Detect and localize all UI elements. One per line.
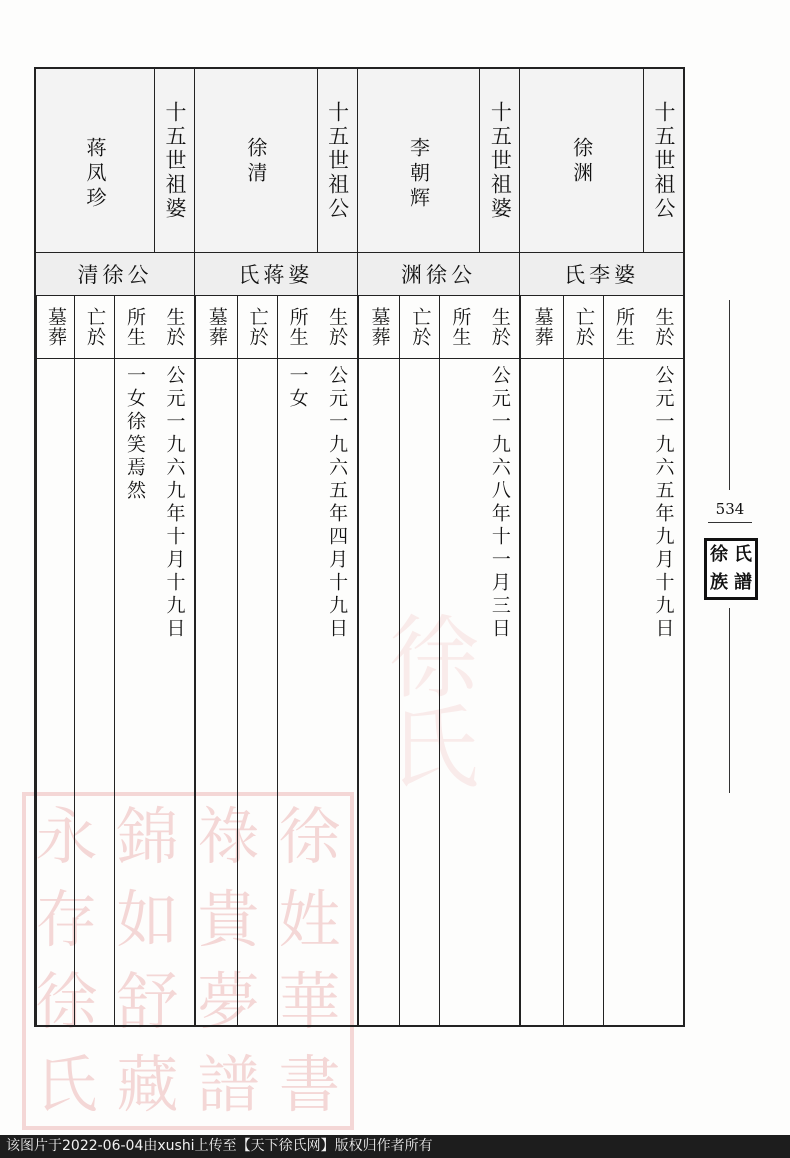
person-header [36,69,194,253]
seal-char: 夢 [197,965,260,1039]
born-value: 公元一九六八年十一月三日 [488,365,511,641]
seal-char: 徐 [278,800,341,874]
died-label: 亡於 [573,307,595,347]
person-record [36,69,195,1025]
seal-char: 徐 [35,965,98,1039]
seal-char: 譜 [197,1047,260,1121]
spouse-cell [520,253,683,296]
seal-char: 存 [35,882,98,956]
detail-columns [358,296,520,1025]
seal-char: 書 [278,1047,341,1121]
children-column [603,296,643,1025]
children-column [277,296,317,1025]
seal-char: 貴 [197,882,260,956]
born-value: 公元一九六五年九月十九日 [652,365,675,641]
children-label: 所生 [449,307,472,347]
seal-char: 永 [35,800,98,874]
person-record [520,69,683,1025]
buried-label: 墓葬 [205,307,228,347]
person-name: 李朝辉 [406,137,431,212]
born-label: 生於 [652,307,675,347]
born-column [479,296,519,1025]
book-mark-char: 氏 [734,544,752,565]
died-column [563,296,603,1025]
generation-cell [154,69,194,252]
person-name: 徐渊 [569,137,594,187]
generation-cell [643,69,683,252]
seal-char: 姓 [278,882,341,956]
seal-char: 藏 [116,1047,179,1121]
born-label: 生於 [326,307,349,347]
buried-column [36,296,74,1025]
children-label: 所生 [613,307,635,347]
detail-columns [195,296,357,1025]
born-label: 生於 [163,307,186,347]
genealogy-table [34,67,685,1027]
name-cell [520,69,643,252]
seal-char: 華 [278,965,341,1039]
book-mark-char: 族 [710,572,728,593]
page-number: 534 [708,500,752,523]
book-mark-char: 譜 [734,572,752,593]
born-column [317,296,357,1025]
buried-label: 墓葬 [368,307,391,347]
born-column [643,296,683,1025]
generation-label: 十五世祖公 [652,101,676,221]
born-value: 公元一九六九年十月十九日 [163,365,186,641]
margin-rule [729,300,730,490]
born-value: 公元一九六五年四月十九日 [326,365,349,641]
seal-char: 如 [116,882,179,956]
upload-caption: 该图片于2022-06-04由xushi上传至【天下徐氏网】版权归作者所有 [0,1135,790,1158]
generation-label: 十五世祖婆 [488,101,513,221]
name-cell [195,69,317,252]
children-value: 一女 [286,365,309,411]
died-label: 亡於 [246,307,269,347]
buried-label: 墓葬 [531,307,554,347]
seal-char: 舒 [116,965,179,1039]
person-name: 徐清 [243,137,268,187]
died-column [399,296,439,1025]
book-mark-char: 徐 [710,544,728,565]
buried-column [520,296,563,1025]
person-record [358,69,521,1025]
children-value: 一女徐笑焉然 [123,365,146,503]
spouse-note: 清徐公 [77,263,153,287]
book-title-mark [704,538,758,600]
seal-char: 氏 [35,1047,98,1121]
margin-rule [729,608,730,793]
children-label: 所生 [123,307,146,347]
buried-column [358,296,400,1025]
generation-cell [479,69,519,252]
person-name: 蒋凤珍 [82,137,107,212]
died-label: 亡於 [409,307,432,347]
spouse-cell [195,253,357,296]
person-record [195,69,358,1025]
generation-label: 十五世祖公 [325,101,350,221]
name-cell [358,69,480,252]
children-column [114,296,154,1025]
spouse-note: 氏李婆 [564,263,640,287]
died-column [74,296,114,1025]
spouse-cell [36,253,194,296]
spouse-cell [358,253,520,296]
born-label: 生於 [488,307,511,347]
buried-column [195,296,237,1025]
children-column [439,296,479,1025]
died-label: 亡於 [83,307,106,347]
detail-columns [520,296,683,1025]
name-cell [36,69,154,252]
person-header [195,69,357,253]
detail-columns [36,296,194,1025]
spouse-note: 氏蒋婆 [238,263,314,287]
buried-label: 墓葬 [44,307,67,347]
seal-char: 祿 [197,800,260,874]
died-column [237,296,277,1025]
seal-char: 錦 [116,800,179,874]
generation-label: 十五世祖婆 [162,101,187,221]
person-header [358,69,520,253]
children-label: 所生 [286,307,309,347]
spouse-note: 渊徐公 [400,263,476,287]
generation-cell [317,69,357,252]
person-header [520,69,683,253]
born-column [154,296,194,1025]
watermark-text: 徐氏 [373,610,478,790]
